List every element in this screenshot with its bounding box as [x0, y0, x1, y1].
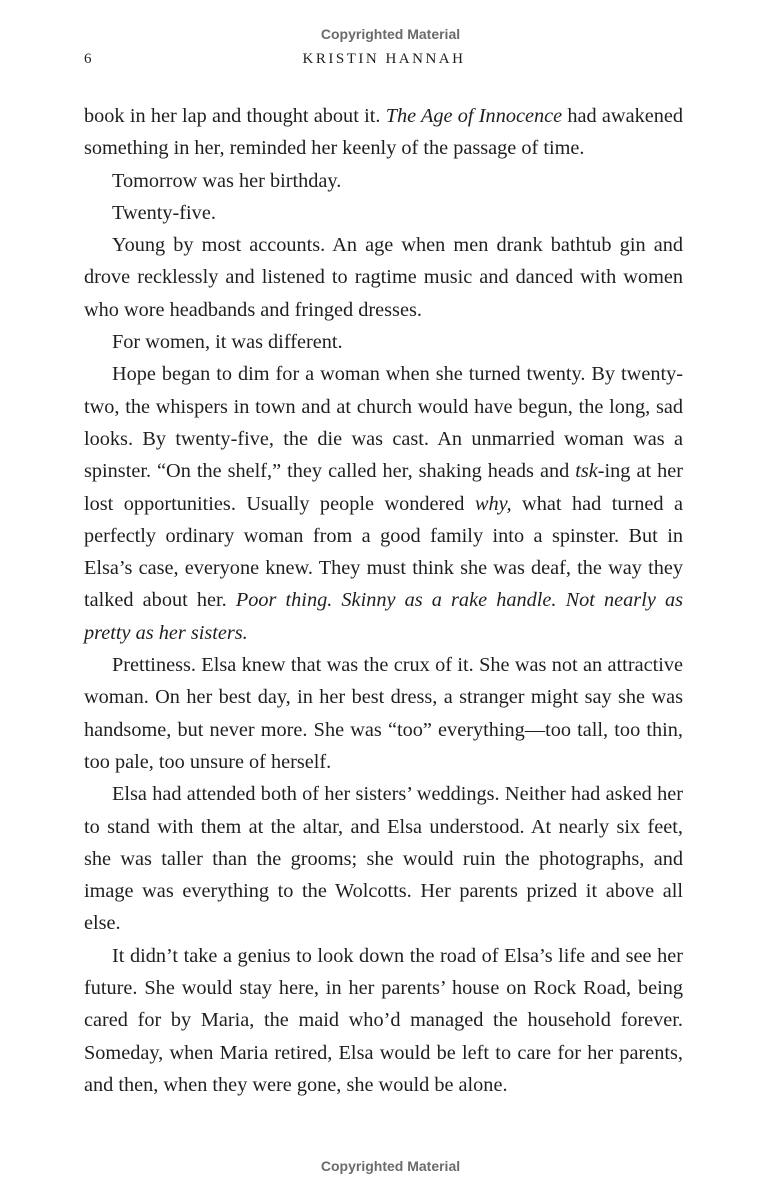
emphasis: why, — [474, 492, 512, 515]
text-run: Hope began to dim for a woman when she turned twenty. By twenty-two, the whispers in town and at church would have begun, the long, sad looks. By twenty-five, the die was cast. An unmarried woman was a spinster. “On the shelf,” they called her, shaking heads and — [84, 363, 683, 483]
paragraph: Elsa had attended both of her sisters’ weddings. Neither had asked her to stand with them at the altar, and Elsa understood. At nearly six feet, she was taller than the grooms; she would ruin the photographs, and image was everything to the Wolcotts. Her parents prized it above all else. — [84, 783, 683, 935]
paragraph: It didn’t take a genius to look down the road of Elsa’s life and see her future. She would stay here, in her parents’ house on Rock Road, being cared for by Maria, the maid who’d managed the household forever. Someday, when Maria retired, Elsa would be left to care for her parents, and then, when they were gone, she would be alone. — [84, 944, 683, 1096]
paragraph: Twenty-five. — [112, 201, 216, 224]
paragraph: Young by most accounts. An age when men drank bathtub gin and drove recklessly and listened to ragtime music and danced with women who wore headbands and fringed dresses. — [84, 234, 683, 321]
paragraph: Tomorrow was her birthday. — [112, 169, 342, 192]
paragraph: For women, it was different. — [112, 331, 343, 354]
text-run: what had turned a perfectly ordinary woman from a good family into a spinster. But in Elsa’s case, everyone knew. They must think she was deaf, the way they talked about her. — [84, 492, 684, 612]
emphasis: tsk — [575, 460, 598, 483]
text-run: had awakened something in her, reminded her keenly of the passage of time. — [84, 105, 684, 160]
paragraph: Prettiness. Elsa knew that was the crux of it. She was not an attractive woman. On her best day, in her best dress, a stranger might say she was handsome, but never more. She was “too” everything—too tall, too thin, too pale, too unsure of herself. — [84, 654, 683, 773]
book-title: The Age of Innocence — [385, 105, 563, 127]
copyright-watermark-top: Copyrighted Material — [320, 26, 461, 42]
copyright-watermark-bottom: Copyrighted Material — [320, 1158, 461, 1174]
italic-quote: Poor thing. Skinny as a rake handle. Not nearly as pretty as her sisters. — [84, 589, 683, 644]
page-number: 6 — [84, 51, 92, 67]
paragraph — [84, 358, 683, 649]
paragraph — [84, 100, 683, 165]
running-head-author: KRISTIN HANNAH — [302, 51, 466, 67]
text-run: -ing at her lost opportunities. Usually people wondered — [84, 460, 684, 515]
page-header — [84, 51, 684, 71]
text-run: book in her lap and thought about it. — [84, 105, 386, 127]
body-text — [84, 100, 683, 1101]
